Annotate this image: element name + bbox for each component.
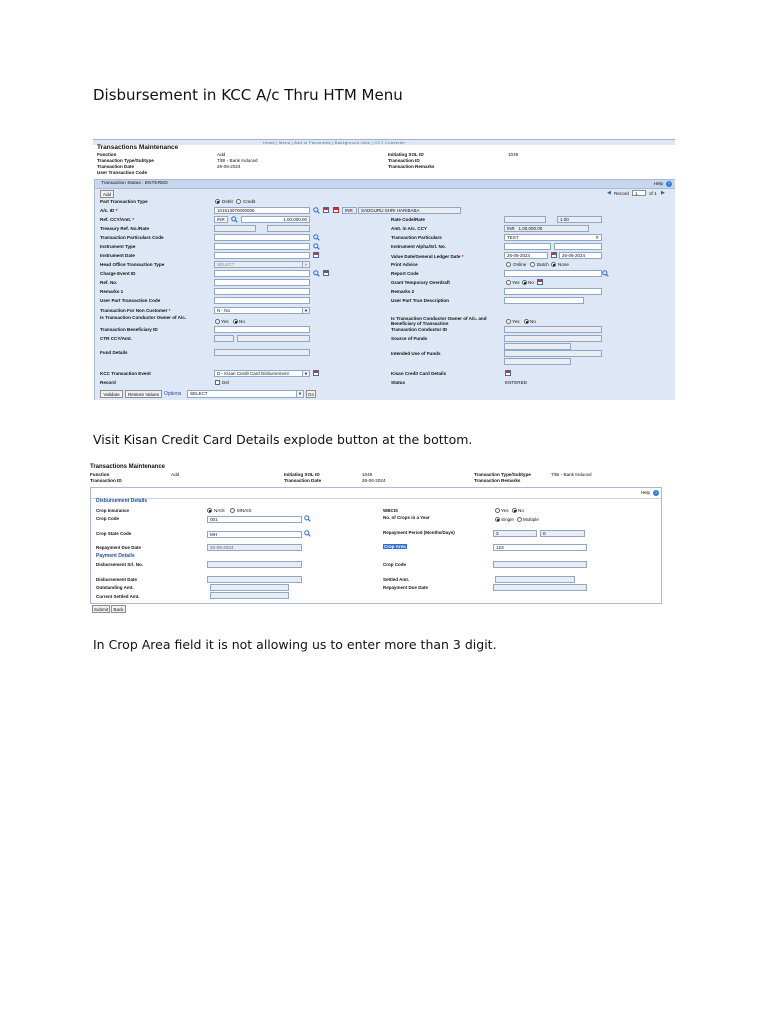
overdraft-no-radio[interactable] [522, 280, 527, 285]
sol-id-value: 1049 [362, 472, 373, 477]
value-date-label: Value Date/General Ledger Date * [391, 254, 464, 259]
wbcis-yes-label: Yes [501, 508, 509, 513]
ac-id-label: A/c. ID * [100, 208, 118, 213]
sol-id-label: Initiating SOL ID [284, 472, 320, 477]
options-select[interactable]: SELECT ▼ [187, 390, 304, 398]
instrument-search-icon[interactable] [313, 243, 320, 250]
ctr-ccy-input[interactable] [214, 335, 234, 342]
charge-search-icon[interactable] [313, 270, 320, 277]
account-details-icon[interactable] [323, 207, 329, 213]
validate-button[interactable]: Validate [100, 390, 123, 398]
rate-value: 1.00 [557, 216, 602, 223]
tran-remarks-label: Transaction Remarks [388, 164, 435, 169]
conductor-yes-radio[interactable] [215, 319, 220, 324]
sol-id-label: Initiating SOL ID [388, 152, 424, 157]
disbursement-section-header: Disbursement Details [96, 498, 148, 504]
amt-ac-ccy-value: INR 1,00,000.00 [504, 225, 589, 232]
tran-type-label: Transaction Type/Subtype [97, 158, 154, 163]
crop-insurance-label: Crop Insurance [96, 508, 130, 513]
sol-id-value: 1049 [508, 152, 519, 157]
single-label: Single [501, 517, 514, 522]
submit-button[interactable]: Submit [93, 607, 109, 612]
document-heading: Disbursement in KCC A/c Thru HTM Menu [93, 86, 403, 104]
beneficiary-label: Transaction Beneficiary ID [100, 327, 158, 332]
tran-type-label: Transaction Type/Subtype [474, 472, 531, 477]
next-record-icon[interactable]: ▶ [661, 190, 665, 196]
fund-details-label: Fund Details [100, 350, 128, 355]
kcc-details-explode-icon[interactable] [505, 370, 511, 376]
help-link[interactable]: Help [640, 490, 650, 495]
head-office-label: Head Office Transaction Type [100, 262, 165, 267]
non-customer-select[interactable]: N - No ▼ [214, 307, 310, 314]
ac-ccy: INR [342, 207, 357, 214]
instruction-text: Visit Kisan Credit Card Details explode button at the bottom. [93, 432, 473, 447]
user-part-desc-label: User Part Tran Description [391, 298, 449, 303]
conductor-id-input[interactable] [504, 326, 602, 333]
debit-label: Debit [222, 199, 233, 204]
ref-no-input[interactable] [214, 279, 310, 286]
debit-radio[interactable] [215, 199, 220, 204]
wbcis-yes-radio[interactable] [495, 508, 500, 513]
tran-date-value: 26-06-2024 [362, 478, 386, 483]
online-label: Online [513, 262, 527, 267]
conductor-yes-label: Yes [221, 319, 229, 324]
overdraft-no-label: No [528, 280, 534, 285]
chevron-down-icon: ▼ [302, 262, 309, 267]
function-label: Function [97, 152, 117, 157]
source-funds-extra[interactable] [504, 343, 571, 350]
function-value: Add [217, 152, 226, 157]
head-office-select[interactable]: SELECT ▼ [214, 261, 310, 268]
record-label: Record [614, 191, 629, 196]
disb-srl-label: Disbursement Srl. No. [96, 562, 144, 567]
remarks2-input[interactable] [504, 288, 602, 295]
online-radio[interactable] [506, 262, 511, 267]
disb-date-label: Disbursement Date [96, 577, 138, 582]
single-radio[interactable] [495, 517, 500, 522]
go-button[interactable]: Go [307, 392, 315, 397]
crop-state-label: Crop State Code [96, 531, 132, 536]
tran-id-label: Transaction ID [90, 478, 122, 483]
none-label: None [558, 262, 569, 267]
charge-event-input[interactable] [214, 270, 310, 277]
wbcis-no-radio[interactable] [512, 508, 517, 513]
kcc-event-select[interactable]: D - Kisan Credit Card Disbursement ▼ [214, 370, 310, 377]
no-crops-label: No. of Crops in a Year [383, 515, 430, 520]
overdraft-label: Grant Temporary Overdraft [391, 280, 450, 285]
kcc-event-label: KCC Transaction Event [100, 371, 151, 376]
tran-date-label: Transaction Date [284, 478, 322, 483]
chevron-down-icon: ▼ [302, 371, 309, 376]
tran-type-value: T/BI - Bank Induced [551, 472, 592, 477]
crop-area-input[interactable]: 123 [493, 544, 587, 551]
remarks1-label: Remarks 1 [100, 289, 124, 294]
conductor-owner2-label: Is Transaction Conductor Owner of A/c. and Beneficiary of Transaction [391, 316, 487, 326]
charge-details-icon[interactable] [323, 270, 329, 276]
chevron-down-icon: ▼ [296, 391, 303, 397]
nais-label: NAIS [214, 508, 225, 513]
del-checkbox[interactable] [215, 380, 220, 385]
add-button[interactable]: Add [100, 190, 114, 198]
function-value: Add [171, 472, 180, 477]
user-part-desc-input[interactable] [504, 297, 584, 304]
top-menu-strip: Home | Menu | Add to Favourites | Background Jobs | CCY Converter [93, 139, 675, 145]
user-part-code-input[interactable] [214, 297, 310, 304]
function-label: Function [90, 472, 110, 477]
ctr-amt-input[interactable] [237, 335, 310, 342]
help-link[interactable]: Help [653, 181, 663, 186]
overdraft-details-icon[interactable] [537, 279, 543, 285]
crop-code2-input[interactable] [493, 561, 587, 568]
transaction-maintenance-screenshot [93, 139, 675, 400]
source-funds-label: Source of Funds [391, 336, 428, 341]
repay-due2-input[interactable] [493, 584, 587, 591]
mnais-radio[interactable] [230, 508, 235, 513]
crop-state-search-icon[interactable] [304, 530, 311, 537]
ref-ccy-amt-label: Ref. CCY/Amt. * [100, 217, 135, 222]
tran-remarks-label: Transaction Remarks [474, 478, 521, 483]
status-bar [95, 180, 675, 189]
particulars-code-label: Transaction Particulars Code [100, 235, 164, 240]
beneficiary-yes-radio[interactable] [506, 319, 511, 324]
particulars-search-icon[interactable] [313, 234, 320, 241]
gl-date-input[interactable]: 26-06-2024 [559, 252, 602, 259]
crop-code2-label: Crop Code [383, 562, 406, 567]
treasury-rate-input[interactable] [267, 225, 310, 232]
credit-label: Credit [243, 199, 256, 204]
clear-icon[interactable]: ✕ [595, 235, 599, 240]
amt-ac-ccy-label: Amt. in A/c. CCY [391, 226, 428, 231]
report-search-icon[interactable] [602, 270, 609, 277]
multiple-label: Multiple [523, 517, 539, 522]
rate-code-label: Rate Code/Rate [391, 217, 425, 222]
user-tran-code-label: User Transaction Code [97, 170, 148, 175]
issue-text: In Crop Area field it is not allowing us to enter more than 3 digit. [93, 637, 497, 652]
previous-record-icon[interactable]: ◀ [607, 190, 611, 196]
tran-type-value: T/BI - Bank Induced [217, 158, 258, 163]
status-label: Status [391, 380, 406, 385]
crop-area-label: Crop Area [384, 544, 406, 549]
beneficiary-no-radio[interactable] [524, 319, 529, 324]
nais-radio[interactable] [207, 508, 212, 513]
settled-amt-input[interactable] [495, 576, 575, 583]
wbcis-label: WBCIS [383, 508, 398, 513]
kcc-details-screenshot [90, 463, 670, 616]
instrument-srl-input[interactable] [554, 243, 602, 250]
print-advice-label: Print Advice [391, 262, 418, 267]
multiple-radio[interactable] [517, 517, 522, 522]
current-settled-input[interactable] [210, 592, 289, 599]
disb-date-input[interactable] [207, 576, 302, 583]
period-days-input[interactable]: 0 [540, 530, 585, 537]
intended-use-extra[interactable] [504, 358, 571, 365]
search-icon[interactable] [313, 207, 320, 214]
crop-state-input[interactable]: MH [207, 531, 302, 538]
treasury-label: Treasury Ref. No./Rate [100, 226, 150, 231]
conductor-no-radio[interactable] [233, 319, 238, 324]
conductor-id-label: Transaction Conductor ID [391, 327, 448, 332]
options-label: Options [164, 391, 182, 397]
ref-no-label: Ref. No. [100, 280, 118, 285]
intended-use-input[interactable] [504, 350, 602, 357]
repayment-period-label: Repayment Period (Months/Days) [383, 530, 455, 535]
ac-id-input[interactable]: 101513070000006 [214, 207, 310, 214]
help-icon[interactable]: ? [667, 181, 671, 186]
kcc-details-panel [90, 487, 662, 604]
settled-amt-label: Settled Amt. [383, 577, 410, 582]
repayment-due-input[interactable]: 26-08-2024 [207, 544, 302, 551]
chevron-down-icon: ▼ [302, 308, 309, 313]
ac-name: SADGURU SHRI HARIBABA [358, 207, 461, 214]
report-code-input[interactable] [504, 270, 602, 277]
tran-date-value: 26-06-2024 [217, 164, 241, 169]
tran-id-label: Transaction ID [388, 158, 420, 163]
disb-srl-input[interactable] [207, 561, 302, 568]
overdraft-yes-radio[interactable] [506, 280, 511, 285]
repayment-due-label: Repayment Due Date [96, 545, 142, 550]
fund-details-input[interactable] [214, 349, 310, 356]
part-tran-type-label: Part Transaction Type [100, 199, 148, 204]
conductor-no-label: No [239, 319, 245, 324]
rate-code-input[interactable] [504, 216, 546, 223]
crop-code-input[interactable]: 001 [207, 516, 302, 523]
instrument-alpha-label: Instrument Alpha/Srl. No. [391, 244, 446, 249]
repay-due2-label: Repayment Due Date [383, 585, 429, 590]
report-code-label: Report Code [391, 271, 419, 276]
overdraft-yes-label: Yes [512, 280, 520, 285]
beneficiary-no-label: No [530, 319, 536, 324]
conductor-owner-label: Is Transaction Conductor Owner of A/c. [100, 315, 187, 320]
transaction-status: Transaction Status : ENTERED [101, 181, 168, 186]
batch-label: Batch [537, 262, 549, 267]
record-of: of 1 [649, 191, 657, 196]
restore-values-button[interactable]: Restore Values [125, 390, 162, 398]
payment-section-header: Payment Details [96, 553, 135, 559]
del-label: Del [222, 380, 229, 385]
mnais-label: MNAIS [237, 508, 252, 513]
outstanding-input[interactable] [210, 584, 289, 591]
period-months-input[interactable]: 2 [493, 530, 537, 537]
value-date-input[interactable]: 26-06-2024 [504, 252, 548, 259]
credit-radio[interactable] [236, 199, 241, 204]
source-funds-input[interactable] [504, 335, 602, 342]
ccy-search-icon[interactable] [231, 216, 238, 223]
record-field-label: Record [100, 380, 116, 385]
none-radio[interactable] [551, 262, 556, 267]
instrument-alpha-input[interactable] [504, 243, 551, 250]
treasury-ref-input[interactable] [214, 225, 256, 232]
kcc-event-details-icon[interactable] [313, 370, 319, 376]
record-input[interactable]: 1 [632, 190, 646, 196]
batch-radio[interactable] [530, 262, 535, 267]
instrument-date-label: Instrument Date [100, 253, 135, 258]
tran-particulars-input[interactable]: TEST ✕ [504, 234, 602, 241]
outstanding-label: Outstanding Amt. [96, 585, 134, 590]
user-part-code-label: User Part Transaction Code [100, 298, 161, 303]
status-value: ENTERED [505, 380, 527, 385]
remarks1-input[interactable] [214, 288, 310, 295]
transaction-panel [94, 179, 675, 400]
value-date-calendar-icon[interactable] [551, 252, 557, 258]
beneficiary-yes-label: Yes [512, 319, 520, 324]
crop-code-search-icon[interactable] [304, 515, 311, 522]
tran-date-label: Transaction Date [97, 164, 135, 169]
tran-particulars-label: Transaction Particulars [391, 235, 442, 240]
account-balance-icon[interactable] [333, 207, 339, 213]
wbcis-no-label: No [518, 508, 524, 513]
current-settled-label: Current Settled Amt. [96, 594, 140, 599]
non-customer-label: Transaction For Non Customer * [100, 308, 171, 313]
beneficiary-input[interactable] [214, 326, 310, 333]
kcc-details-label: Kisan Credit Card Details [391, 371, 447, 376]
instrument-type-label: Instrument Type [100, 244, 136, 249]
screen-title: Transactions Maintenance [97, 144, 179, 151]
help-icon[interactable]: ? [654, 490, 658, 495]
particulars-code-input[interactable] [214, 234, 310, 241]
intended-use-label: Intended Use of Funds [391, 351, 441, 356]
ref-amt-input[interactable]: 1,00,000.00 [241, 216, 310, 223]
remarks2-label: Remarks 2 [391, 289, 415, 294]
ref-ccy-input[interactable]: INR [214, 216, 228, 223]
ctr-label: CTR CCY/Amt. [100, 336, 132, 341]
crop-code-label: Crop Code [96, 516, 119, 521]
panel-topbar [91, 488, 661, 499]
calendar-icon[interactable] [313, 252, 319, 258]
screen-title: Transactions Maintenance [90, 464, 166, 470]
instrument-type-input[interactable] [214, 243, 310, 250]
charge-event-label: Charge Event ID [100, 271, 136, 276]
back-button[interactable]: Back [111, 605, 126, 613]
instrument-date-input[interactable] [214, 252, 310, 259]
